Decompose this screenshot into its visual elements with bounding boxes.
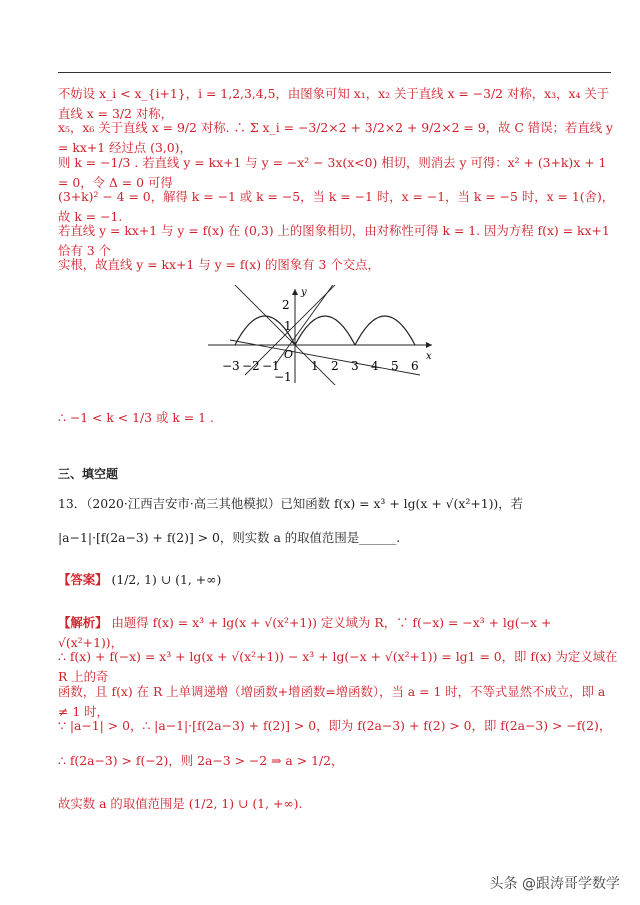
solution-line-5: 若直线 y = kx+1 与 y = f(x) 在 (0,3) 上的图象相切，由对称性可得 k = 1. 因为方程 f(x) = kx+1 恰有 3 个: [58, 223, 610, 258]
answer-value: (1/2, 1) ∪ (1, +∞): [111, 572, 222, 587]
explanation-line-4: ∵ |a−1| > 0，∴ |a−1|·[f(2a−3) + f(2)] > 0，即为 f(2a−3) + f(2) > 0，即 f(2a−3) > −f(2)，: [58, 718, 612, 733]
explanation-line-2: ∴ f(x) + f(−x) = x³ + lg(x + √(x²+1)) − x³ + lg(−x + √(x²+1)) = lg1 = 0，即 f(x) 为定义域在 R 上的奇: [58, 649, 618, 684]
y-tick-label: 1: [284, 319, 292, 333]
curve-middle: [295, 316, 355, 345]
solution-line-2: x₅，x₆ 关于直线 x = 9/2 对称. ∴ Σ x_i = −3/2×2 + 3/2×2 + 9/2×2 = 9，故 C 错误；若直线 y = kx+1 经过点 (3,0)，: [58, 120, 614, 155]
y-axis-label: y: [301, 287, 307, 298]
y-tick-label: 2: [282, 298, 290, 312]
curve-right: [355, 316, 415, 345]
x-tick-label: −2: [242, 359, 260, 373]
x-axis-arrow-icon: [426, 342, 432, 348]
solution-line-6: 实根，故直线 y = kx+1 与 y = f(x) 的图象有 3 个交点，: [58, 257, 380, 272]
x-axis-label: x: [426, 351, 432, 362]
answer-line: [58, 570, 618, 590]
explanation-text: 由题得 f(x) = x³ + lg(x + √(x²+1)) 定义域为 R，∵ f(−x) = −x³ + lg(−x + √(x²+1))，: [58, 615, 552, 650]
x-tick-label: −1: [262, 359, 280, 373]
solution-conclusion: ∴ −1 < k < 1/3 或 k = 1 .: [58, 410, 214, 425]
x-tick-label: 1: [311, 359, 319, 373]
x-tick-label: 3: [351, 359, 359, 373]
explanation-tag: 【解析】: [58, 615, 108, 630]
explanation-line-3: 函数，且 f(x) 在 R 上单调递增（增函数+增函数=增函数），当 a = 1 时，不等式显然不成立，即 a ≠ 1 时，: [58, 684, 606, 719]
x-tick-label: 5: [391, 359, 399, 373]
function-graph: [200, 285, 440, 385]
section-heading: 三、填空题: [58, 467, 119, 481]
solution-line-4: (3+k)² − 4 = 0，解得 k = −1 或 k = −5，当 k = −1 时，x = −1，当 k = −5 时，x = 1(舍)，故 k = −1.: [58, 189, 615, 224]
question-13-line-2: |a−1|·[f(2a−3) + f(2)] > 0，则实数 a 的取值范围是______.: [58, 530, 401, 545]
x-tick-label: 4: [371, 359, 379, 373]
explanation-line-6: 故实数 a 的取值范围是 (1/2, 1) ∪ (1, +∞).: [58, 796, 303, 811]
x-tick-label: −3: [222, 359, 240, 373]
y-tick-label: −1: [274, 370, 292, 384]
question-13-line-1: 13．（2020·江西吉安市·高三其他模拟）已知函数 f(x) = x³ + lg(x + √(x²+1))，若: [58, 496, 524, 511]
x-tick-label: 2: [331, 359, 339, 373]
solution-line-1: 不妨设 x_i < x_{i+1}，i = 1,2,3,4,5，由图象可知 x₁，x₂ 关于直线 x = −3/2 对称，x₃，x₄ 关于直线 x = 3/2 对称，: [58, 86, 610, 121]
origin-label: O: [284, 348, 294, 361]
answer-tag: 【答案】: [58, 572, 108, 587]
explanation-line-5: ∴ f(2a−3) > f(−2)，则 2a−3 > −2 ⇒ a > 1/2，: [58, 753, 344, 768]
x-tick-label: 6: [411, 359, 419, 373]
header-rule: [58, 72, 611, 73]
watermark-footer: 头条 @跟涛哥学数学: [489, 876, 620, 892]
solution-line-3: 则 k = −1/3 . 若直线 y = kx+1 与 y = −x² − 3x(x<0) 相切，则消去 y 可得：x² + (3+k)x + 1 = 0，令 Δ = 0 可得: [58, 155, 607, 190]
y-axis-arrow-icon: [292, 289, 298, 295]
